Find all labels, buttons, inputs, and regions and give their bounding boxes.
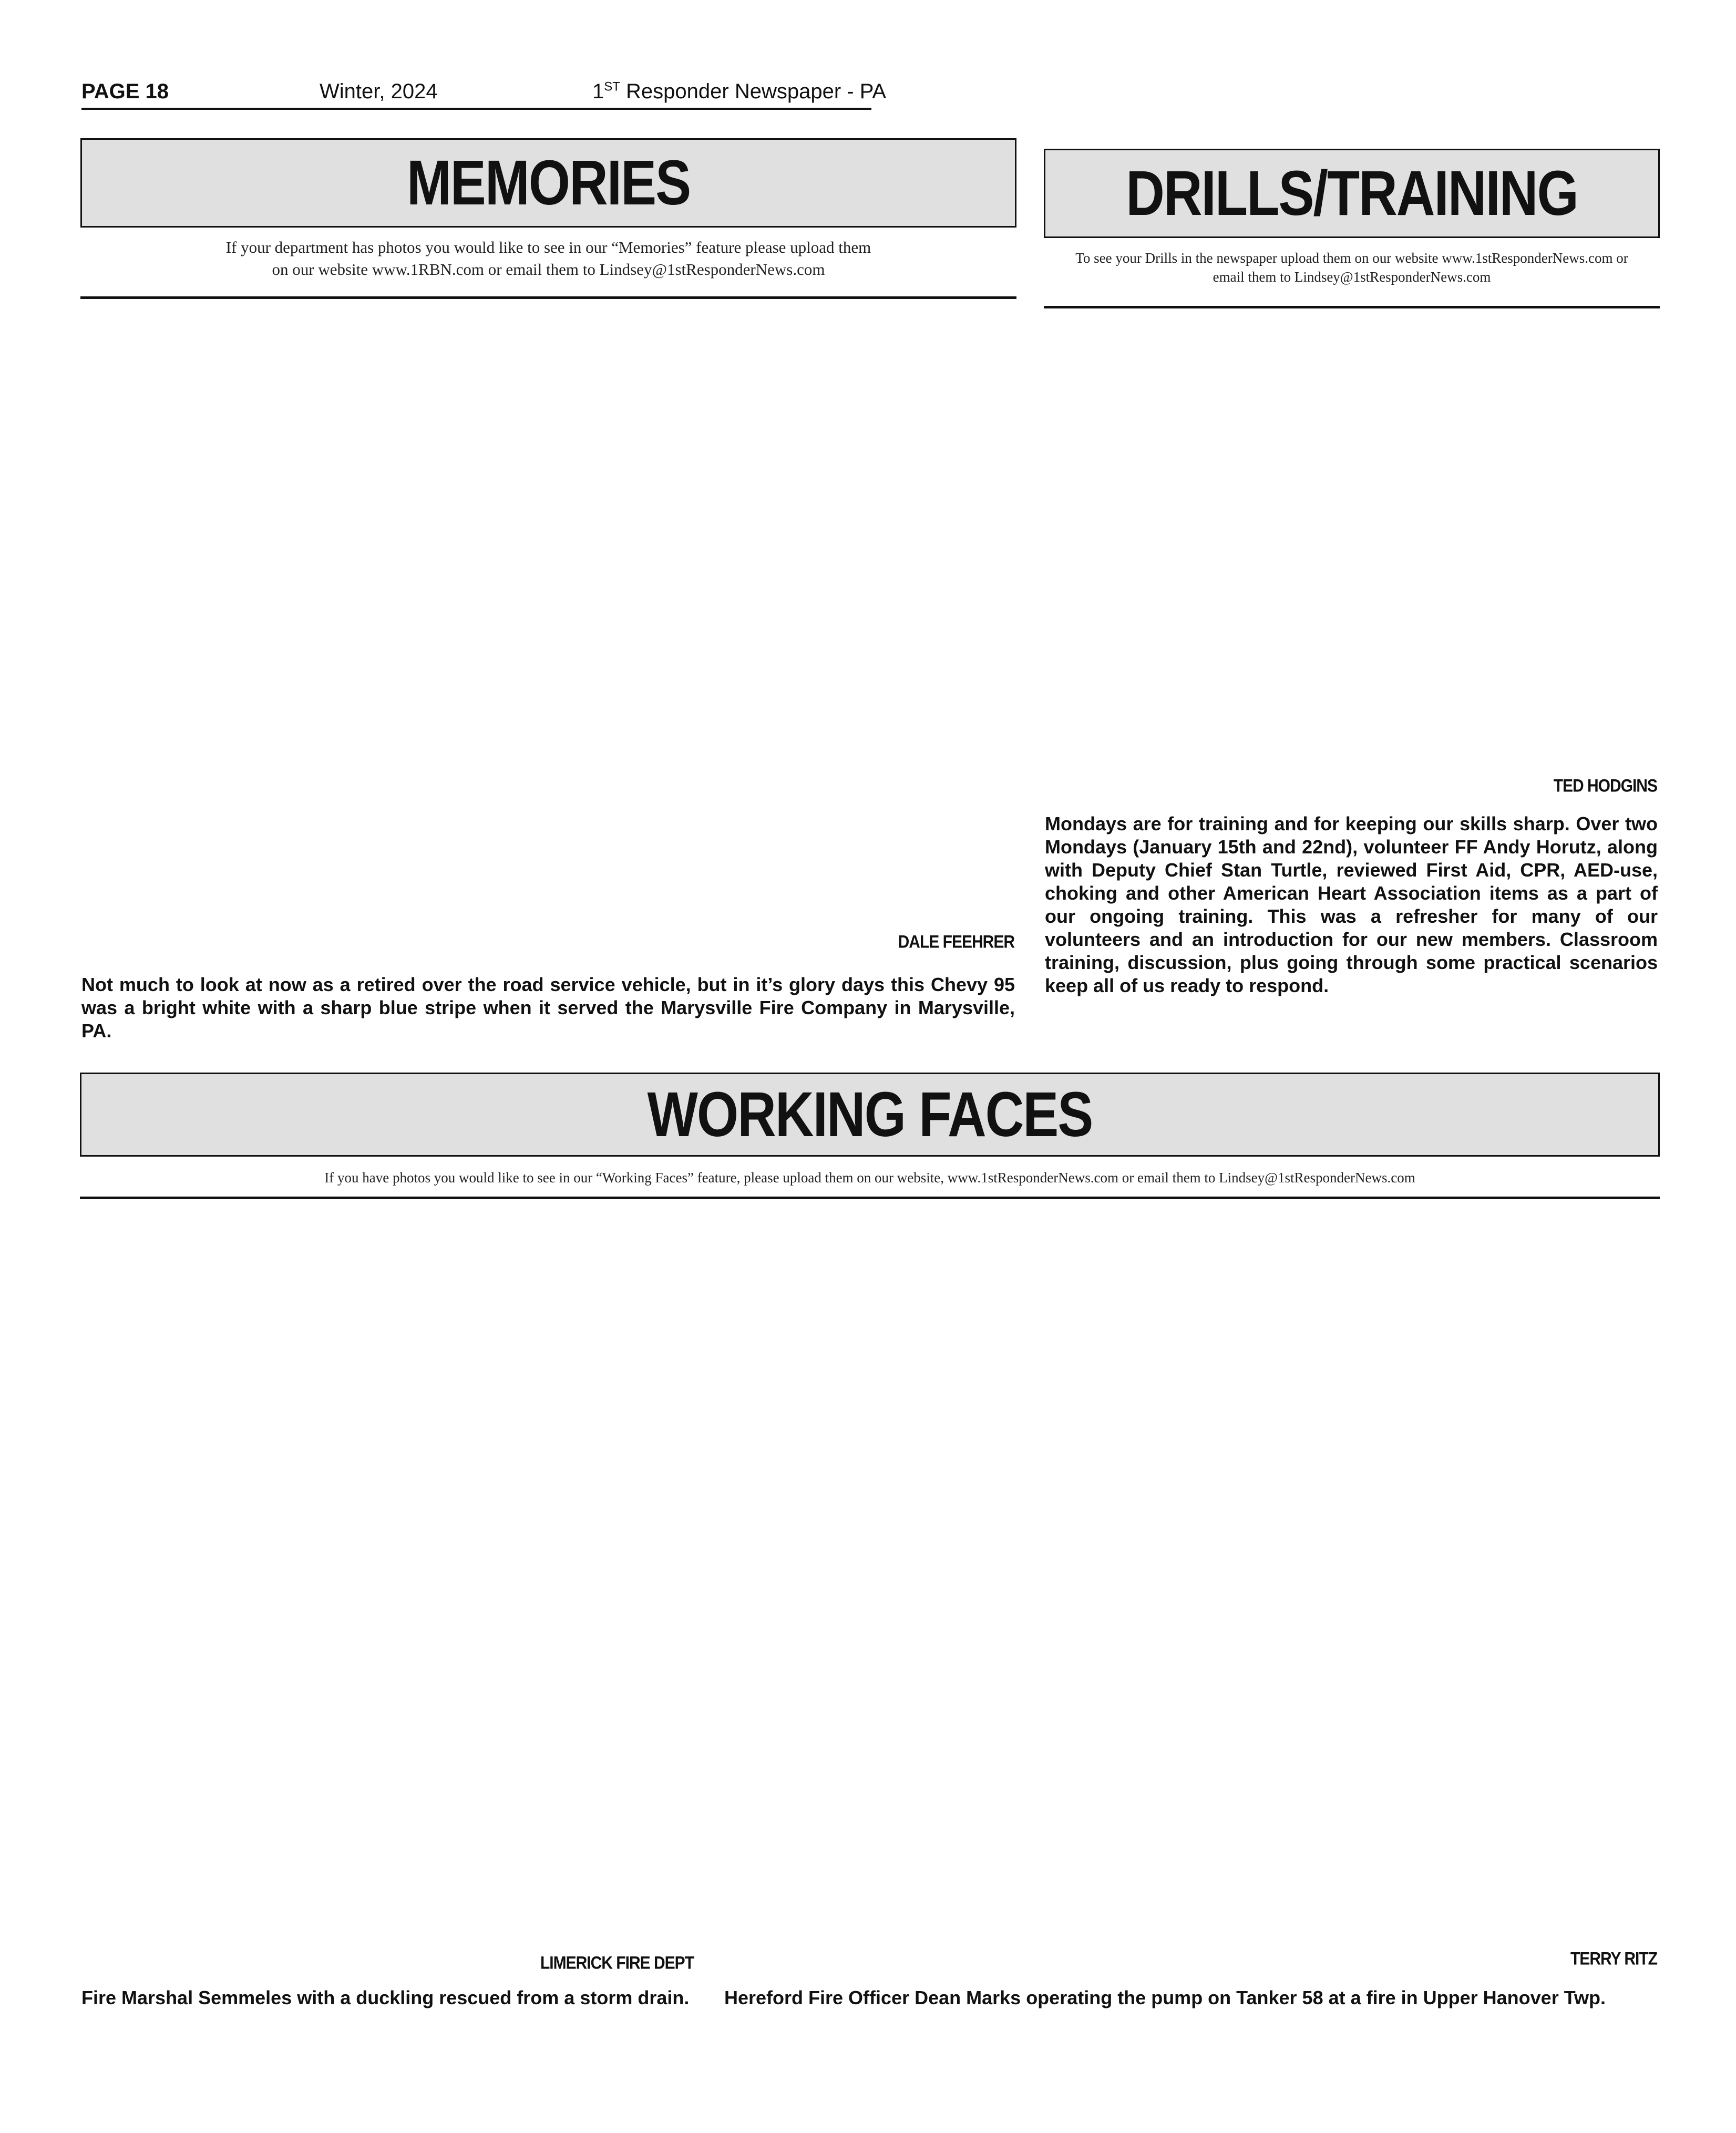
working-faces-photo-right [724,1209,1660,1944]
drills-intro-line-2: email them to Lindsey@1stResponderNews.com [1213,269,1491,285]
memories-intro-line-1: If your department has photos you would like to see in our “Memories” feature please upload them [225,238,871,256]
working-faces-left-credit: LIMERICK FIRE DEPT [540,1953,694,1973]
publication-name [592,79,886,104]
drills-rule [1044,306,1660,308]
publication-name-superscript: ST [604,79,620,94]
working-faces-rule [80,1197,1660,1199]
header-rule [81,108,871,110]
drills-intro-line-1: To see your Drills in the newspaper upload them on our website www.1stResponderNews.com or [1075,250,1628,266]
working-faces-right-credit: TERRY RITZ [1570,1949,1657,1969]
drills-banner [1044,149,1660,238]
working-faces-banner [80,1073,1660,1157]
memories-caption: Not much to look at now as a retired over the road service vehicle, but in it’s glory days this Chevy 95 was a bright white with a sharp blue stripe when it served the Marysville Fire Company in Marysville, PA. [81,974,1015,1042]
memories-intro [80,236,1016,281]
memories-intro-line-2: on our website www.1RBN.com or email them to Lindsey@1stResponderNews.com [272,260,825,279]
memories-banner [80,138,1016,228]
working-faces-intro: If you have photos you would like to see in our “Working Faces” feature, please upload them on our website, www.1stResponderNews.com or email them to Lindsey@1stResponderNews.com [324,1170,1415,1186]
memories-title: MEMORIES [406,147,691,218]
memories-rule [80,296,1016,299]
memories-photo [80,310,1016,925]
publication-name-rest: Responder Newspaper - PA [620,80,887,103]
page-number: PAGE 18 [81,80,169,103]
drills-intro [1044,249,1660,286]
issue-date: Winter, 2024 [320,80,438,103]
working-faces-left-caption: Fire Marshal Semmeles with a duckling rescued from a storm drain. [81,1987,690,2008]
working-faces-photo-left [80,1209,695,1944]
working-faces-right-caption: Hereford Fire Officer Dean Marks operating the pump on Tanker 58 at a fire in Upper Hanover Twp. [724,1987,1606,2008]
drills-title: DRILLS/TRAINING [1126,158,1578,229]
drills-caption: Mondays are for training and for keeping our skills sharp. Over two Mondays (January 15th and 22nd), volunteer FF Andy Horutz, along with Deputy Chief Stan Turtle, reviewed First Aid, CPR, AED-use, choking and other American Heart Association items as a part of our ongoing training. This was a refresher for many of our volunteers and an introduction for our new members. Classroom training, discussion, plus going through some practical scenarios keep all of us ready to respond. [1045,813,1658,996]
drills-photo-credit: TED HODGINS [1553,776,1657,796]
drills-photo [1044,318,1660,770]
publication-name-prefix: 1 [592,80,604,103]
memories-photo-credit: DALE FEEHRER [898,932,1014,952]
working-faces-title: WORKING FACES [647,1079,1093,1150]
